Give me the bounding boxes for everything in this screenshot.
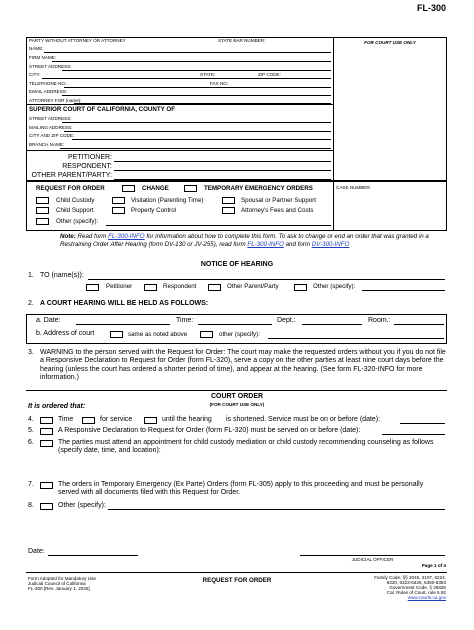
- courts-website-link[interactable]: www.courts.ca.gov: [407, 595, 446, 600]
- item3-number: 3.: [28, 349, 34, 356]
- item3-warning: WARNING to the person served with the Request for Order: The court may make the requested orders without you if you do not file a Responsive Declaration to Request for Order (form FL-320), serve a copy on the other parties at least nine court days before the hearing (unless the court has ordered a shorter period of time), and appear at the hearing. (See form FL-320-INFO for more information.): [40, 349, 446, 382]
- footer-right-4: Cal. Rules of Court, rule 5.92: [386, 590, 446, 595]
- to-petitioner-checkbox[interactable]: [86, 284, 99, 291]
- court-city-zip: CITY AND ZIP CODE:: [29, 133, 75, 138]
- field-zip: ZIP CODE:: [258, 72, 281, 77]
- item2-label: A COURT HEARING WILL BE HELD AS FOLLOWS:: [40, 300, 209, 307]
- child-custody-label: Child Custody: [56, 197, 95, 204]
- until-hearing-checkbox[interactable]: [144, 417, 157, 424]
- other-request-checkbox[interactable]: [36, 218, 49, 225]
- notice-title: NOTICE OF HEARING: [200, 261, 274, 268]
- to-petitioner-label: Petitioner: [106, 283, 133, 290]
- item7-number: 7.: [28, 481, 34, 488]
- hearing-room-label: Room.:: [368, 317, 391, 324]
- to-other-parent-label: Other Parent/Party: [227, 283, 279, 290]
- to-respondent-checkbox[interactable]: [144, 284, 157, 291]
- other-address-label: other (specify):: [219, 331, 260, 338]
- to-respondent-label: Respondent: [163, 283, 197, 290]
- spousal-support-checkbox[interactable]: [222, 197, 235, 204]
- field-firm: FIRM NAME:: [29, 55, 57, 60]
- footer-left-1: Form Adopted for Mandatory Use: [28, 576, 96, 581]
- temporary-orders-checkbox[interactable]: [40, 482, 53, 489]
- for-service-checkbox[interactable]: [82, 417, 95, 424]
- field-state: STATE:: [200, 72, 216, 77]
- item4-shortened: is shortened. Service must be on or before (date):: [226, 416, 381, 423]
- field-attorney-for: ATTORNEY FOR (name):: [29, 98, 82, 103]
- item8-number: 8.: [28, 502, 34, 509]
- footer-left-3: FL-300 [Rev. January 1, 2025]: [28, 586, 90, 591]
- temporary-checkbox[interactable]: [184, 185, 197, 192]
- item4-until: until the hearing: [162, 416, 212, 423]
- fl-300-info-link-2[interactable]: FL-300-INFO: [247, 240, 284, 248]
- spousal-support-label: Spousal or Partner Support: [241, 197, 316, 204]
- dv-300-info-link[interactable]: DV-300-INFO: [311, 240, 350, 248]
- item6-text: The parties must attend an appointment for child custody mediation or child custody recommending counseling as follows (specify date, time, and location):: [58, 439, 434, 455]
- child-support-checkbox[interactable]: [36, 207, 49, 214]
- form-id: FL-300: [416, 3, 446, 13]
- field-telephone: TELEPHONE NO.:: [29, 81, 68, 86]
- other-parent-label: OTHER PARENT/PARTY:: [31, 172, 112, 179]
- case-number-label: CASE NUMBER:: [336, 185, 371, 190]
- court-title: SUPERIOR COURT OF CALIFORNIA, COUNTY OF: [29, 106, 175, 113]
- court-street: STREET ADDRESS:: [29, 116, 72, 121]
- item5-number: 5.: [28, 427, 34, 434]
- petitioner-label: PETITIONER:: [68, 154, 112, 161]
- hearing-time-label: Time:: [176, 317, 194, 324]
- to-other-parent-checkbox[interactable]: [208, 284, 221, 291]
- footer-right-1: Family Code, §§ 2045, 2107, 6224,: [374, 575, 446, 580]
- item4-service: for service: [100, 416, 133, 423]
- field-city: CITY:: [29, 72, 41, 77]
- court-use-label: FOR COURT USE ONLY: [364, 40, 416, 45]
- respondent-label: RESPONDENT:: [62, 163, 112, 170]
- item1-number: 1.: [28, 272, 34, 279]
- other-address-checkbox[interactable]: [200, 331, 213, 338]
- party-label: PARTY WITHOUT ATTORNEY OR ATTORNEY: [29, 38, 126, 43]
- fl-300-info-link[interactable]: FL-300-INFO: [108, 233, 145, 240]
- property-control-label: Property Control: [131, 207, 177, 214]
- judicial-officer-label: JUDICIAL OFFICER: [351, 557, 394, 562]
- attorney-fees-label: Attorney's Fees and Costs: [241, 207, 314, 214]
- change-checkbox[interactable]: [122, 185, 135, 192]
- item6-number: 6.: [28, 439, 34, 446]
- child-support-label: Child Support: [56, 207, 94, 214]
- page-number: Page 1 of 4: [421, 563, 446, 568]
- hearing-date-label: a. Date:: [36, 317, 61, 324]
- change-label: CHANGE: [142, 185, 169, 192]
- court-address-label: b. Address of court: [36, 330, 95, 337]
- footer-right-3: Government Code, § 26826: [389, 585, 446, 590]
- state-bar-label: STATE BAR NUMBER:: [218, 38, 266, 43]
- time-checkbox[interactable]: [40, 417, 53, 424]
- ordered-label: It is ordered that:: [28, 403, 86, 410]
- same-address-label: same as noted above: [128, 331, 188, 338]
- child-custody-checkbox[interactable]: [36, 197, 49, 204]
- hearing-dept-label: Dept.:: [277, 317, 296, 324]
- court-mailing: MAILING ADDRESS:: [29, 125, 73, 130]
- attorney-fees-checkbox[interactable]: [222, 207, 235, 214]
- visitation-label: Visitation (Parenting Time): [131, 197, 204, 204]
- note-paragraph: Note: Read form FL-300-INFO for information about how to complete this form. To ask to change or end an order that was granted in a Restraining Order After Hearing (form DV-130 or JV-255), read form FL-300-INFO and form DV-300-INFO: [60, 233, 429, 248]
- to-other-label: Other (specify):: [313, 283, 356, 290]
- request-title: REQUEST FOR ORDER: [36, 185, 105, 192]
- item4-number: 4.: [28, 416, 34, 423]
- item2-number: 2.: [28, 300, 34, 307]
- court-branch: BRANCH NAME:: [29, 142, 65, 147]
- to-other-checkbox[interactable]: [294, 284, 307, 291]
- footer-left-2: Judicial Council of California: [28, 581, 86, 586]
- footer-right-2: 6320, 6323-6326, 6380-6383: [386, 580, 446, 585]
- field-name: NAME:: [29, 46, 44, 51]
- footer-title: REQUEST FOR ORDER: [202, 577, 272, 584]
- responsive-declaration-checkbox[interactable]: [40, 428, 53, 435]
- date-label: Date:: [28, 548, 45, 555]
- item4-time: Time: [58, 416, 74, 423]
- other-order-checkbox[interactable]: [40, 503, 53, 510]
- temporary-label: TEMPORARY EMERGENCY ORDERS: [204, 185, 313, 192]
- visitation-checkbox[interactable]: [112, 197, 125, 204]
- field-email: EMAIL ADDRESS:: [29, 89, 68, 94]
- item1-label: TO (name(s)):: [40, 272, 84, 279]
- item8-text: Other (specify):: [58, 502, 106, 509]
- court-order-title: COURT ORDER: [210, 393, 264, 400]
- item7-text: The orders in Temporary Emergency (Ex Parte) Orders (form FL-305) apply to this proceeding and must be personally served with all documents filed with this Request for Order.: [58, 481, 424, 497]
- same-address-checkbox[interactable]: [110, 331, 123, 338]
- property-control-checkbox[interactable]: [112, 207, 125, 214]
- court-order-subtitle: (FOR COURT USE ONLY): [209, 402, 265, 407]
- item5-text: A Responsive Declaration to Request for Order (form FL-320) must be served on or before (date):: [58, 427, 361, 434]
- field-street: STREET ADDRESS:: [29, 64, 72, 69]
- mediation-checkbox[interactable]: [40, 440, 53, 447]
- field-fax: FAX NO.:: [210, 81, 230, 86]
- other-request-label: Other (specify):: [56, 218, 99, 225]
